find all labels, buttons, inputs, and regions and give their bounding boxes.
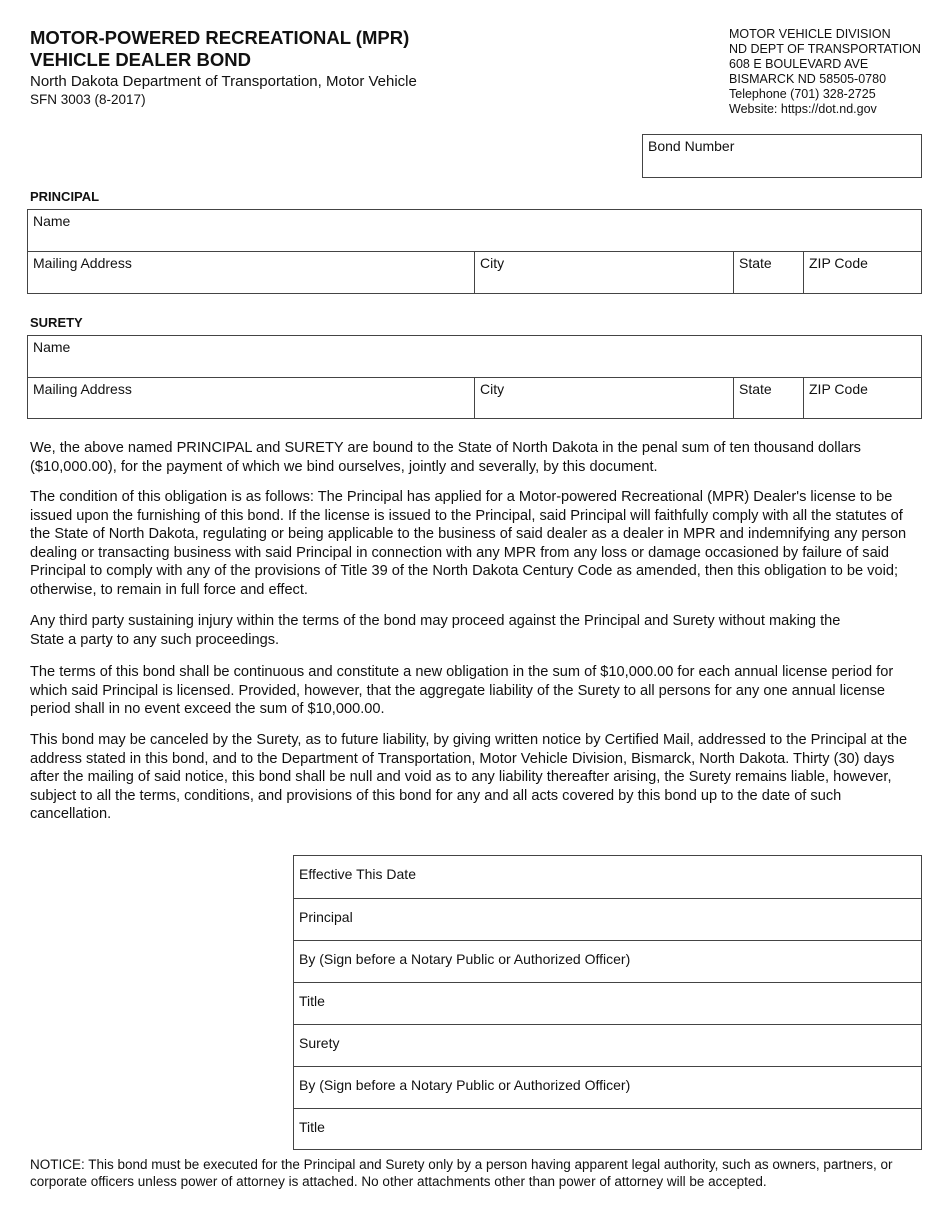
bond-paragraph-condition: The condition of this obligation is as follows: The Principal has applied for a Motor-powered Recreational (MPR) Dealer's license to be issued upon the furnishing of this bond. If the license is issued to the Principal, said Principal will faithfully comply with all the statutes of the State of North Dakota, regulating or being applicable to the business of said dealer as a dealer in MPR and indemnifying any person dealing or transacting business with said Principal in connection with any MPR from any loss or damage occasioned by failure of said Principal to comply with any of the provisions of Title 39 of the North Dakota Century Code as amended, then this obligation to be void; otherwise, to remain in full force and effect. (30, 489, 907, 598)
principal-zip-label: ZIP Code (809, 255, 868, 271)
surety-by-label: By (Sign before a Notary Public or Authorized Officer) (299, 1077, 631, 1093)
principal-signature-row[interactable] (294, 898, 921, 940)
surety-zip-field[interactable] (808, 399, 917, 415)
surety-state-field[interactable] (738, 399, 799, 415)
bond-paragraph-third-party: Any third party sustaining injury within the terms of the bond may proceed against the Principal and Surety without making the State a party to any such proceedings. (30, 613, 841, 648)
surety-city-field[interactable] (479, 399, 729, 415)
surety-state-cell (734, 378, 804, 418)
surety-signature-row[interactable] (294, 1024, 921, 1066)
agency-line: 608 E BOULEVARD AVE (729, 57, 869, 71)
form-title-line2: VEHICLE DEALER BOND (30, 49, 251, 70)
bond-number-label: Bond Number (648, 138, 735, 154)
agency-website: Website: https://dot.nd.gov (729, 102, 877, 116)
principal-address-label: Mailing Address (33, 255, 132, 271)
form-title-line1: MOTOR-POWERED RECREATIONAL (MPR) (30, 27, 410, 48)
effective-date-row[interactable] (294, 856, 921, 898)
principal-name-label: Name (33, 213, 71, 229)
agency-line: BISMARCK ND 58505-0780 (729, 72, 887, 86)
principal-by-row[interactable] (294, 940, 921, 982)
surety-signature-label: Surety (299, 1035, 340, 1051)
principal-zip-field[interactable] (808, 274, 917, 290)
surety-address-label: Mailing Address (33, 381, 132, 397)
surety-city-label: City (480, 381, 505, 397)
bond-number-field[interactable] (647, 158, 917, 174)
principal-title-row[interactable] (294, 982, 921, 1024)
principal-heading: PRINCIPAL (30, 189, 100, 204)
principal-city-cell (475, 252, 734, 293)
form-title (30, 27, 530, 71)
surety-state-label: State (739, 381, 772, 397)
surety-table (27, 335, 922, 419)
surety-title-label: Title (299, 1119, 325, 1135)
bond-number-cell (643, 135, 921, 177)
principal-city-label: City (480, 255, 505, 271)
surety-name-cell (28, 336, 921, 378)
bond-paragraph-terms: The terms of this bond shall be continuous and constitute a new obligation in the sum of $10,000.00 for each annual license period for which said Principal is licensed. Provided, however, that the aggregate liability of the Surety to all persons for any one annual license period shall in no event exceed the sum of $10,000.00. (30, 664, 894, 717)
principal-zip-cell (804, 252, 921, 293)
signature-table (293, 855, 922, 1150)
principal-name-cell (28, 210, 921, 252)
principal-address-field[interactable] (32, 274, 470, 290)
principal-address-cell (28, 252, 475, 293)
surety-name-field[interactable] (32, 358, 917, 374)
surety-address-cell (28, 378, 475, 418)
surety-heading: SURETY (30, 315, 83, 330)
agency-address-block (729, 27, 939, 117)
form-number: SFN 3003 (8-2017) (30, 92, 146, 107)
surety-address-field[interactable] (32, 399, 470, 415)
agency-line: MOTOR VEHICLE DIVISION (729, 27, 891, 41)
principal-name-field[interactable] (32, 232, 917, 248)
effective-date-label: Effective This Date (299, 866, 416, 882)
principal-state-cell (734, 252, 804, 293)
principal-state-field[interactable] (738, 274, 799, 290)
bond-paragraph-penal-sum: We, the above named PRINCIPAL and SURETY are bound to the State of North Dakota in the penal sum of ten thousand dollars ($10,000.00), for the payment of which we bind ourselves, jointly and severally, by this document. (30, 440, 861, 475)
surety-name-label: Name (33, 339, 71, 355)
surety-city-cell (475, 378, 734, 418)
principal-city-field[interactable] (479, 274, 729, 290)
form-subtitle: North Dakota Department of Transportation, Motor Vehicle (30, 73, 417, 90)
surety-title-row[interactable] (294, 1108, 921, 1149)
principal-by-label: By (Sign before a Notary Public or Authorized Officer) (299, 951, 631, 967)
surety-zip-label: ZIP Code (809, 381, 868, 397)
principal-title-label: Title (299, 993, 325, 1009)
principal-table (27, 209, 922, 294)
bond-number-box (642, 134, 922, 178)
bond-paragraph-cancellation: This bond may be canceled by the Surety, as to future liability, by giving written notice by Certified Mail, addressed to the Principal at the address stated in this bond, and to the Department of Transportation, Motor Vehicle Division, Bismarck, North Dakota. Thirty (30) days after the mailing of said notice, this bond shall be null and void as to any liability thereafter arising, the Surety remains liable, however, subject to all the terms, conditions, and provisions of this bond for any and all acts covered by this bond up to the date of such cancellation. (30, 732, 908, 822)
agency-line: ND DEPT OF TRANSPORTATION (729, 42, 921, 56)
surety-zip-cell (804, 378, 921, 418)
agency-line: Telephone (701) 328-2725 (729, 87, 876, 101)
principal-state-label: State (739, 255, 772, 271)
surety-by-row[interactable] (294, 1066, 921, 1108)
notice-text: NOTICE: This bond must be executed for the Principal and Surety only by a person having apparent legal authority, such as owners, partners, or corporate officers unless power of attorney is attached. No other attachments other than power of attorney will be accepted. (30, 1157, 893, 1189)
principal-signature-label: Principal (299, 909, 353, 925)
